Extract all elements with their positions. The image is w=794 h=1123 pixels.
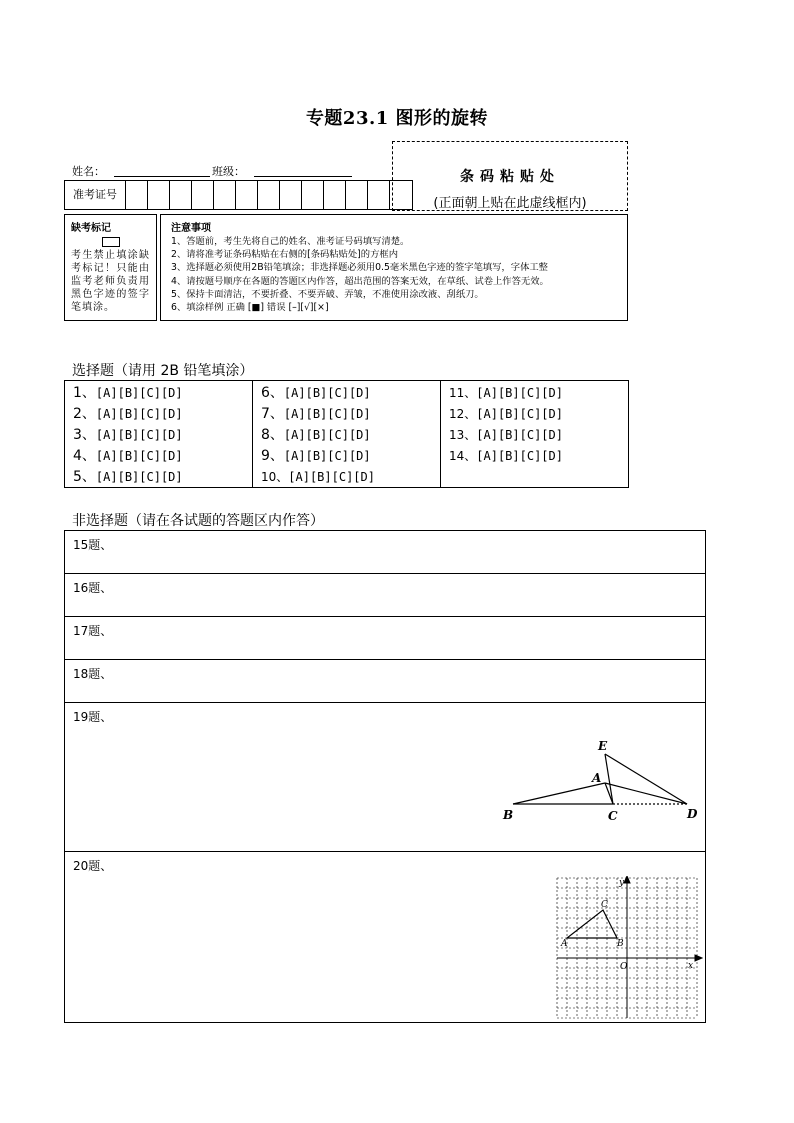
question-number: 3、 xyxy=(73,427,96,443)
answer-options[interactable]: [A][B][C][D] xyxy=(476,449,563,463)
choice-question[interactable] xyxy=(261,383,440,404)
question-label: 18题、 xyxy=(73,667,113,681)
segment-AD xyxy=(605,783,687,804)
class-field[interactable] xyxy=(254,162,352,177)
question-number: 2、 xyxy=(73,406,96,422)
y-axis-arrow xyxy=(624,876,630,883)
choice-column xyxy=(253,381,441,487)
label-B: B xyxy=(617,939,624,949)
question-number: 8、 xyxy=(261,427,284,443)
choice-question[interactable] xyxy=(449,446,628,467)
answer-options[interactable]: [A][B][C][D] xyxy=(95,386,183,400)
label-B: B xyxy=(503,808,514,822)
label-E: E xyxy=(598,739,608,753)
question-label: 16题、 xyxy=(73,581,113,595)
exam-number-row xyxy=(64,180,413,210)
choice-question[interactable] xyxy=(261,404,440,425)
barcode-title: 条码粘贴处 xyxy=(460,169,560,185)
question-number: 14、 xyxy=(449,449,477,463)
exam-number-cell[interactable] xyxy=(258,181,280,209)
question-number: 7、 xyxy=(261,406,284,422)
label-y: y xyxy=(619,878,625,888)
choice-column xyxy=(65,381,253,487)
question-number: 13、 xyxy=(449,428,477,442)
exam-number-cell[interactable] xyxy=(170,181,192,209)
notes-heading: 注意事项 xyxy=(171,223,211,234)
choice-question[interactable] xyxy=(261,467,440,488)
answer-options[interactable]: [A][B][C][D] xyxy=(476,428,563,442)
choice-question[interactable] xyxy=(73,467,252,488)
answer-options[interactable]: [A][B][C][D] xyxy=(95,449,183,463)
free-answer-area xyxy=(64,530,706,1023)
question-number: 5、 xyxy=(73,469,96,485)
answer-options[interactable]: [A][B][C][D] xyxy=(283,449,371,463)
answer-options[interactable]: [A][B][C][D] xyxy=(95,407,183,421)
answer-options[interactable]: [A][B][C][D] xyxy=(283,407,371,421)
notes-item: 5、保持卡面清洁，不要折叠、不要弄破、弄皱，不准使用涂改液、刮纸刀。 xyxy=(171,288,484,300)
choice-question[interactable] xyxy=(73,425,252,446)
choice-question[interactable] xyxy=(73,446,252,467)
label-A: A xyxy=(592,771,602,785)
exam-number-label: 准考证号 xyxy=(65,181,126,209)
answer-options[interactable]: [A][B][C][D] xyxy=(476,386,563,400)
name-label: 姓名： xyxy=(72,165,105,178)
answer-options[interactable]: [A][B][C][D] xyxy=(95,428,183,442)
exam-number-cell[interactable] xyxy=(390,181,412,209)
segment-ED xyxy=(605,754,687,804)
absent-mark-box xyxy=(64,214,157,321)
page-title: 专题23.1 图形的旋转 xyxy=(305,108,489,129)
exam-number-cell[interactable] xyxy=(346,181,368,209)
answer-box-18[interactable] xyxy=(65,660,705,703)
absent-heading: 缺考标记 xyxy=(71,223,111,234)
choice-question[interactable] xyxy=(261,446,440,467)
exam-number-cell[interactable] xyxy=(302,181,324,209)
answer-box-20[interactable] xyxy=(65,852,705,1022)
notes-item: 1、答题前，考生先将自己的姓名、准考证号码填写清楚。 xyxy=(171,236,410,247)
free-section-title: 非选择题（请在各试题的答题区内作答） xyxy=(72,513,324,529)
exam-number-cell[interactable] xyxy=(148,181,170,209)
absent-mark-checkbox[interactable] xyxy=(102,237,120,247)
exam-number-cell[interactable] xyxy=(126,181,148,209)
answer-box-15[interactable] xyxy=(65,531,705,574)
question-label: 15题、 xyxy=(73,538,113,552)
label-C: C xyxy=(608,809,618,823)
exam-number-cell[interactable] xyxy=(192,181,214,209)
choice-column xyxy=(441,381,628,487)
absent-text: 考生禁止填涂缺考标记！只能由监考老师负责用黑色字迹的签字笔填涂。 xyxy=(71,250,150,313)
triangle-rotation-figure xyxy=(499,733,699,828)
choice-question[interactable] xyxy=(73,404,252,425)
choice-grid xyxy=(64,380,629,488)
exam-number-cell[interactable] xyxy=(324,181,346,209)
answer-options[interactable]: [A][B][C][D] xyxy=(476,407,563,421)
answer-box-17[interactable] xyxy=(65,617,705,660)
question-number: 9、 xyxy=(261,448,284,464)
answer-options[interactable]: [A][B][C][D] xyxy=(283,428,371,442)
triangle-ABC xyxy=(567,910,617,938)
barcode-area xyxy=(392,141,628,211)
choice-question[interactable] xyxy=(449,404,628,425)
choice-question[interactable] xyxy=(449,425,628,446)
notes-item: 2、请将准考证条码粘贴在右侧的[条码粘贴处]的方框内 xyxy=(171,249,398,261)
answer-options[interactable]: [A][B][C][D] xyxy=(288,470,375,484)
notes-box xyxy=(160,214,628,321)
label-C: C xyxy=(601,900,608,910)
question-label: 17题、 xyxy=(73,624,113,638)
answer-box-19[interactable] xyxy=(65,703,705,852)
notes-item: 6、填涂样例 正确 [■] 错误 [–][√][×] xyxy=(171,302,329,314)
answer-options[interactable]: [A][B][C][D] xyxy=(283,386,371,400)
exam-number-cell[interactable] xyxy=(368,181,390,209)
label-O: O xyxy=(620,962,628,972)
question-number: 4、 xyxy=(73,448,96,464)
question-number: 12、 xyxy=(449,407,477,421)
question-number: 10、 xyxy=(261,470,289,484)
question-label: 20题、 xyxy=(73,859,113,873)
question-number: 1、 xyxy=(73,385,96,401)
answer-options[interactable]: [A][B][C][D] xyxy=(95,470,183,484)
choice-question[interactable] xyxy=(449,383,628,404)
label-A: A xyxy=(561,939,568,949)
exam-number-cell[interactable] xyxy=(280,181,302,209)
segment-CE xyxy=(605,754,613,804)
segment-BA xyxy=(513,783,605,804)
label-D: D xyxy=(687,807,698,821)
answer-box-16[interactable] xyxy=(65,574,705,617)
notes-item: 3、选择题必须使用2B铅笔填涂；非选择题必须用0.5毫米黑色字迹的签字笔填写，字体工整 xyxy=(171,262,548,274)
question-number: 6、 xyxy=(261,385,284,401)
exam-number-cell[interactable] xyxy=(214,181,236,209)
choice-question[interactable] xyxy=(261,425,440,446)
question-number: 11、 xyxy=(449,386,477,400)
class-label: 班级： xyxy=(212,165,245,178)
exam-number-cell[interactable] xyxy=(236,181,258,209)
choice-section-title: 选择题（请用 2B 铅笔填涂） xyxy=(72,363,254,379)
question-label: 19题、 xyxy=(73,710,113,724)
notes-item: 4、请按题号顺序在各题的答题区内作答，超出范围的答案无效，在草纸、试卷上作答无效。 xyxy=(171,275,549,287)
choice-question[interactable] xyxy=(73,383,252,404)
grid-coordinate-figure xyxy=(555,876,703,1020)
x-axis-arrow xyxy=(695,955,702,961)
barcode-hint: (正面朝上贴在此虚线框内) xyxy=(433,196,587,211)
name-field[interactable] xyxy=(114,162,210,177)
label-x: x xyxy=(688,961,694,971)
